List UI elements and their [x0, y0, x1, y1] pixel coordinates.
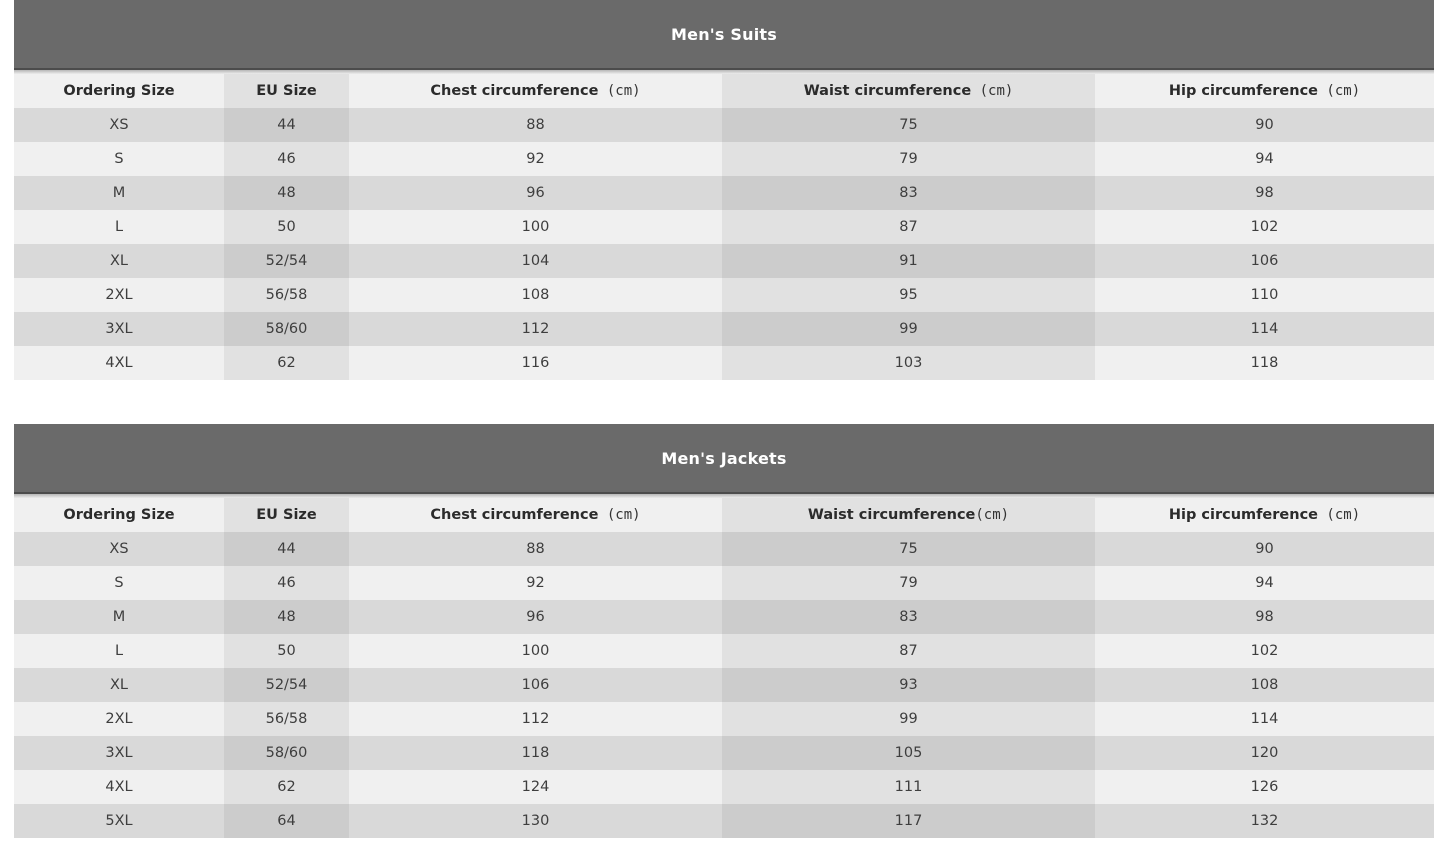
cell: 96: [526, 609, 545, 625]
column-header-label: Chest circumference: [430, 507, 599, 523]
cell: 79: [722, 566, 1095, 600]
cell: 2XL: [105, 287, 133, 303]
cell: 58/60: [224, 312, 349, 346]
table-header-row: [14, 74, 1434, 108]
column-header-unit: (cm): [975, 507, 1010, 523]
table-body: [14, 108, 1434, 380]
cell: 112: [521, 711, 550, 727]
table-row: [14, 566, 1434, 600]
column-header-label: Waist circumference: [803, 83, 972, 99]
column-header-ordering-size: [14, 498, 224, 532]
cell: 110: [1250, 287, 1279, 303]
cell: 48: [224, 176, 349, 210]
cell: 92: [526, 151, 545, 167]
cell: 48: [224, 600, 349, 634]
table-row: [14, 600, 1434, 634]
column-header-chest-circumference: [349, 498, 722, 532]
cell: 83: [722, 176, 1095, 210]
cell: 108: [521, 287, 550, 303]
size-table-mens-suits: [14, 0, 1434, 380]
cell: S: [114, 575, 124, 591]
size-table-mens-jackets: [14, 424, 1434, 838]
cell: 75: [722, 532, 1095, 566]
column-header-hip-circumference: [1095, 498, 1434, 532]
cell: 87: [722, 634, 1095, 668]
column-header-label: EU Size: [256, 507, 317, 523]
cell: 114: [1250, 711, 1279, 727]
table-row: [14, 804, 1434, 838]
cell: 46: [224, 142, 349, 176]
cell: 52/54: [224, 244, 349, 278]
cell: 44: [224, 532, 349, 566]
cell: XL: [109, 677, 128, 693]
cell: L: [114, 219, 124, 235]
cell: 62: [224, 770, 349, 804]
table-row: [14, 278, 1434, 312]
cell: S: [114, 151, 124, 167]
cell: 58/60: [224, 736, 349, 770]
column-header-waist-circumference: [722, 74, 1095, 108]
cell: 132: [1250, 813, 1279, 829]
cell: XS: [109, 117, 129, 133]
cell: 99: [722, 312, 1095, 346]
cell: 99: [722, 702, 1095, 736]
cell: XL: [109, 253, 128, 269]
cell: 2XL: [105, 711, 133, 727]
column-header-label: Chest circumference: [430, 83, 599, 99]
cell: 88: [526, 541, 545, 557]
cell: 5XL: [105, 813, 133, 829]
cell: 4XL: [105, 355, 133, 371]
cell: 108: [1250, 677, 1279, 693]
cell: 50: [224, 634, 349, 668]
cell: XS: [109, 541, 129, 557]
column-header-label: Ordering Size: [63, 507, 175, 523]
table-row: [14, 736, 1434, 770]
column-header-label: EU Size: [256, 83, 317, 99]
column-header-unit: (cm): [1318, 507, 1361, 523]
column-header-ordering-size: [14, 74, 224, 108]
cell: 95: [722, 278, 1095, 312]
table-row: [14, 668, 1434, 702]
cell: 100: [521, 643, 550, 659]
column-header-label: Waist circumference: [807, 507, 976, 523]
cell: 118: [521, 745, 550, 761]
cell: 130: [521, 813, 550, 829]
cell: 56/58: [224, 702, 349, 736]
column-header-label: Hip circumference: [1168, 83, 1318, 99]
cell: 94: [1255, 575, 1274, 591]
table-row: [14, 142, 1434, 176]
cell: 52/54: [224, 668, 349, 702]
table-row: [14, 312, 1434, 346]
cell: 103: [722, 346, 1095, 380]
cell: 114: [1250, 321, 1279, 337]
table-row: [14, 702, 1434, 736]
cell: 79: [722, 142, 1095, 176]
table-row: [14, 346, 1434, 380]
cell: 90: [1255, 541, 1274, 557]
table-row: [14, 244, 1434, 278]
cell: 46: [224, 566, 349, 600]
cell: M: [112, 185, 126, 201]
cell: 50: [224, 210, 349, 244]
table-row: [14, 770, 1434, 804]
cell: 56/58: [224, 278, 349, 312]
cell: 118: [1250, 355, 1279, 371]
cell: 106: [1250, 253, 1279, 269]
column-header-unit: (cm): [598, 507, 641, 523]
cell: 120: [1250, 745, 1279, 761]
table-row: [14, 210, 1434, 244]
table-row: [14, 176, 1434, 210]
cell: 106: [521, 677, 550, 693]
cell: 105: [722, 736, 1095, 770]
cell: 94: [1255, 151, 1274, 167]
cell: 111: [722, 770, 1095, 804]
cell: 126: [1250, 779, 1279, 795]
cell: 75: [722, 108, 1095, 142]
cell: 4XL: [105, 779, 133, 795]
cell: 64: [224, 804, 349, 838]
cell: 104: [521, 253, 550, 269]
column-header-chest-circumference: [349, 74, 722, 108]
column-header-unit: (cm): [1318, 83, 1361, 99]
cell: 44: [224, 108, 349, 142]
cell: 3XL: [105, 321, 133, 337]
cell: M: [112, 609, 126, 625]
cell: 117: [722, 804, 1095, 838]
cell: 98: [1255, 185, 1274, 201]
column-header-unit: (cm): [598, 83, 641, 99]
cell: L: [114, 643, 124, 659]
cell: 83: [722, 600, 1095, 634]
cell: 91: [722, 244, 1095, 278]
cell: 102: [1250, 219, 1279, 235]
table-row: [14, 532, 1434, 566]
cell: 88: [526, 117, 545, 133]
cell: 90: [1255, 117, 1274, 133]
cell: 116: [521, 355, 550, 371]
table-title: Men's Jackets: [661, 448, 787, 468]
table-header-row: [14, 498, 1434, 532]
cell: 112: [521, 321, 550, 337]
column-header-label: Hip circumference: [1168, 507, 1318, 523]
cell: 124: [521, 779, 550, 795]
column-header-hip-circumference: [1095, 74, 1434, 108]
cell: 98: [1255, 609, 1274, 625]
table-row: [14, 634, 1434, 668]
cell: 3XL: [105, 745, 133, 761]
cell: 62: [224, 346, 349, 380]
column-header-waist-circumference: [722, 498, 1095, 532]
column-header-eu-size: [224, 74, 349, 108]
column-header-unit: (cm): [971, 83, 1014, 99]
column-header-label: Ordering Size: [63, 83, 175, 99]
cell: 100: [521, 219, 550, 235]
cell: 102: [1250, 643, 1279, 659]
cell: 96: [526, 185, 545, 201]
cell: 92: [526, 575, 545, 591]
column-header-eu-size: [224, 498, 349, 532]
cell: 93: [722, 668, 1095, 702]
table-row: [14, 108, 1434, 142]
cell: 87: [722, 210, 1095, 244]
table-body: [14, 532, 1434, 838]
table-title-band: [14, 424, 1434, 494]
table-title: Men's Suits: [671, 24, 777, 44]
table-title-band: [14, 0, 1434, 70]
